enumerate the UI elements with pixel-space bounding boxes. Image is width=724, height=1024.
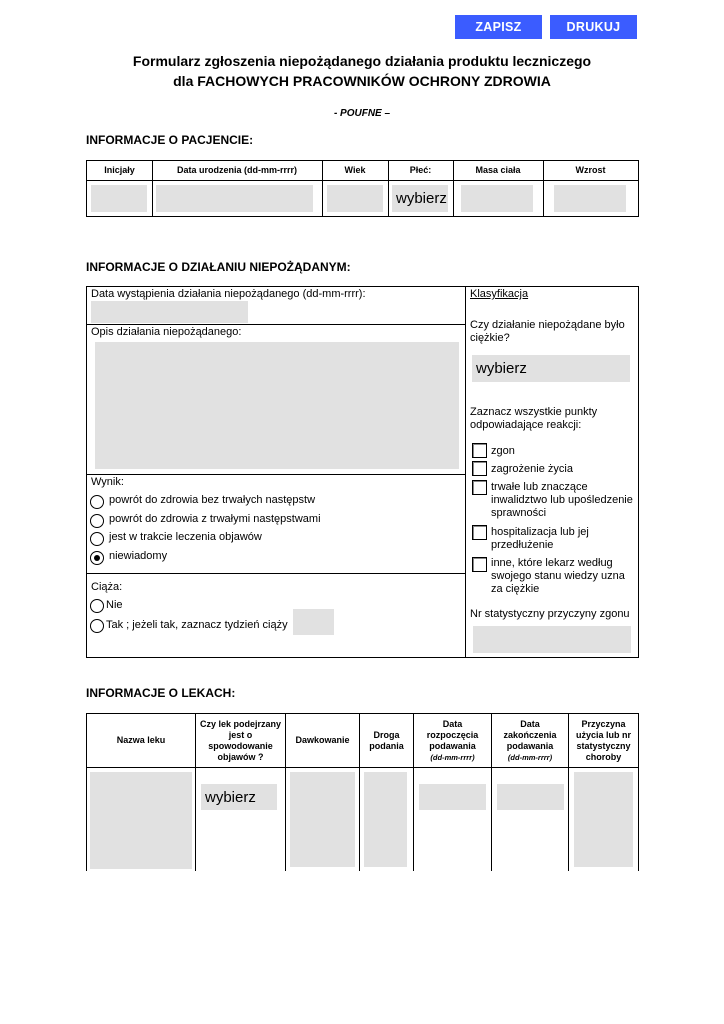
drug-col-title: Data zakończenia podawania <box>503 718 557 751</box>
drug-col-title: Data rozpoczęcia podawania <box>426 718 479 751</box>
drug-col-header <box>361 714 412 767</box>
drug-col-title: Nazwa leku <box>116 735 166 745</box>
outcome-radio-recovered-sequelae[interactable] <box>90 514 104 528</box>
patient-col-initials: Inicjały <box>104 165 135 175</box>
criterion-checkbox-other[interactable] <box>472 557 487 572</box>
criterion-checkbox-death[interactable] <box>472 443 487 458</box>
reaction-date-input[interactable] <box>91 301 248 323</box>
outcome-radio-unknown[interactable] <box>90 551 104 565</box>
drugs-section-heading: INFORMACJE O LEKACH: <box>86 686 236 700</box>
outcome-option-label: powrót do zdrowia bez trwałych następstw <box>109 494 316 506</box>
criterion-checkbox-disability[interactable] <box>472 480 487 495</box>
drug-col-title: Dawkowanie <box>295 735 350 745</box>
outcome-radio-in-treatment[interactable] <box>90 532 104 546</box>
initials-input[interactable] <box>91 185 147 212</box>
outcome-option-label: niewiadomy <box>109 550 168 562</box>
drug-col-title: Przyczyna użycia lub nr statystyczny choroby <box>575 718 631 762</box>
outcome-radio-recovered[interactable] <box>90 495 104 509</box>
death-cause-input[interactable] <box>473 626 631 653</box>
reaction-date-label: Data wystąpienia działania niepożądanego (dd-mm-rrrr): <box>91 288 366 300</box>
outcome-label: Wynik: <box>91 476 124 488</box>
drug-col-header <box>494 714 566 767</box>
sex-select[interactable]: wybierz <box>392 185 448 212</box>
pregnancy-option-label: Tak ; jeżeli tak, zaznacz tydzień ciąży <box>106 619 288 631</box>
save-button[interactable]: ZAPISZ <box>455 15 542 39</box>
pregnancy-option-label: Nie <box>106 599 123 611</box>
age-input[interactable] <box>327 185 383 212</box>
patient-col-weight: Masa ciała <box>475 165 521 175</box>
criterion-label: zgon <box>491 445 515 457</box>
drug-suspect-select[interactable]: wybierz <box>201 784 277 810</box>
criterion-checkbox-life-threat[interactable] <box>472 461 487 476</box>
birthdate-input[interactable] <box>156 185 313 212</box>
drug-start-date-input[interactable] <box>419 784 486 810</box>
serious-select[interactable]: wybierz <box>472 355 630 382</box>
drug-col-header <box>570 714 637 767</box>
outcome-option-label: jest w trakcie leczenia objawów <box>109 531 262 543</box>
drug-col-header <box>88 714 194 767</box>
criterion-label: zagrożenie życia <box>491 463 573 475</box>
pregnancy-week-input[interactable] <box>293 609 334 635</box>
confidential-label: - POUFNE – <box>333 108 391 119</box>
drug-name-input[interactable] <box>90 772 192 869</box>
patient-col-age: Wiek <box>344 165 366 175</box>
form-title-line2: dla FACHOWYCH PRACOWNIKÓW OCHRONY ZDROWIA <box>173 73 551 89</box>
patient-col-height: Wzrost <box>575 165 606 175</box>
pregnancy-radio-yes[interactable] <box>90 619 104 633</box>
drug-indication-input[interactable] <box>574 772 633 867</box>
criterion-label: trwałe lub znaczące inwalidztwo lub upośledzenie sprawności <box>491 481 633 519</box>
criterion-checkbox-hospitalization[interactable] <box>472 525 487 540</box>
criterion-label: inne, które lekarz według swojego stanu wiedzy uzna za ciężkie <box>491 557 625 595</box>
pregnancy-radio-no[interactable] <box>90 599 104 613</box>
death-cause-label: Nr statystyczny przyczyny zgonu <box>470 608 630 620</box>
drug-route-input[interactable] <box>364 772 407 867</box>
drug-end-date-input[interactable] <box>497 784 564 810</box>
height-input[interactable] <box>554 185 626 212</box>
drug-dosage-input[interactable] <box>290 772 355 867</box>
drug-col-header <box>416 714 489 767</box>
drug-col-subtitle: (dd-mm-rrrr) <box>507 752 553 762</box>
reaction-description-label: Opis działania niepożądanego: <box>91 326 242 338</box>
reaction-section-heading: INFORMACJE O DZIAŁANIU NIEPOŻĄDANYM: <box>86 260 351 274</box>
drug-col-header <box>197 714 284 767</box>
weight-input[interactable] <box>461 185 533 212</box>
patient-col-birthdate: Data urodzenia (dd-mm-rrrr) <box>176 165 297 175</box>
drug-col-header <box>287 714 358 767</box>
drug-col-title: Droga podania <box>369 729 404 751</box>
criterion-label: hospitalizacja lub jej przedłużenie <box>491 526 589 551</box>
outcome-option-label: powrót do zdrowia z trwałymi następstwami <box>109 513 321 525</box>
patient-col-sex: Płeć: <box>409 165 432 175</box>
classification-heading: Klasyfikacja <box>470 288 529 300</box>
reaction-description-input[interactable] <box>95 342 459 469</box>
drug-col-subtitle: (dd-mm-rrrr) <box>430 752 475 762</box>
print-button[interactable]: DRUKUJ <box>550 15 637 39</box>
form-title-line1: Formularz zgłoszenia niepożądanego działania produktu leczniczego <box>132 53 592 69</box>
serious-question-label: Czy działanie niepożądane było ciężkie? <box>470 319 625 344</box>
criteria-label: Zaznacz wszystkie punkty odpowiadające reakcji: <box>470 406 598 431</box>
drug-col-title: Czy lek podejrzany jest o spowodowanie objawów ? <box>199 718 282 762</box>
patient-section-heading: INFORMACJE O PACJENCIE: <box>86 133 254 147</box>
pregnancy-label: Ciąża: <box>91 581 123 593</box>
